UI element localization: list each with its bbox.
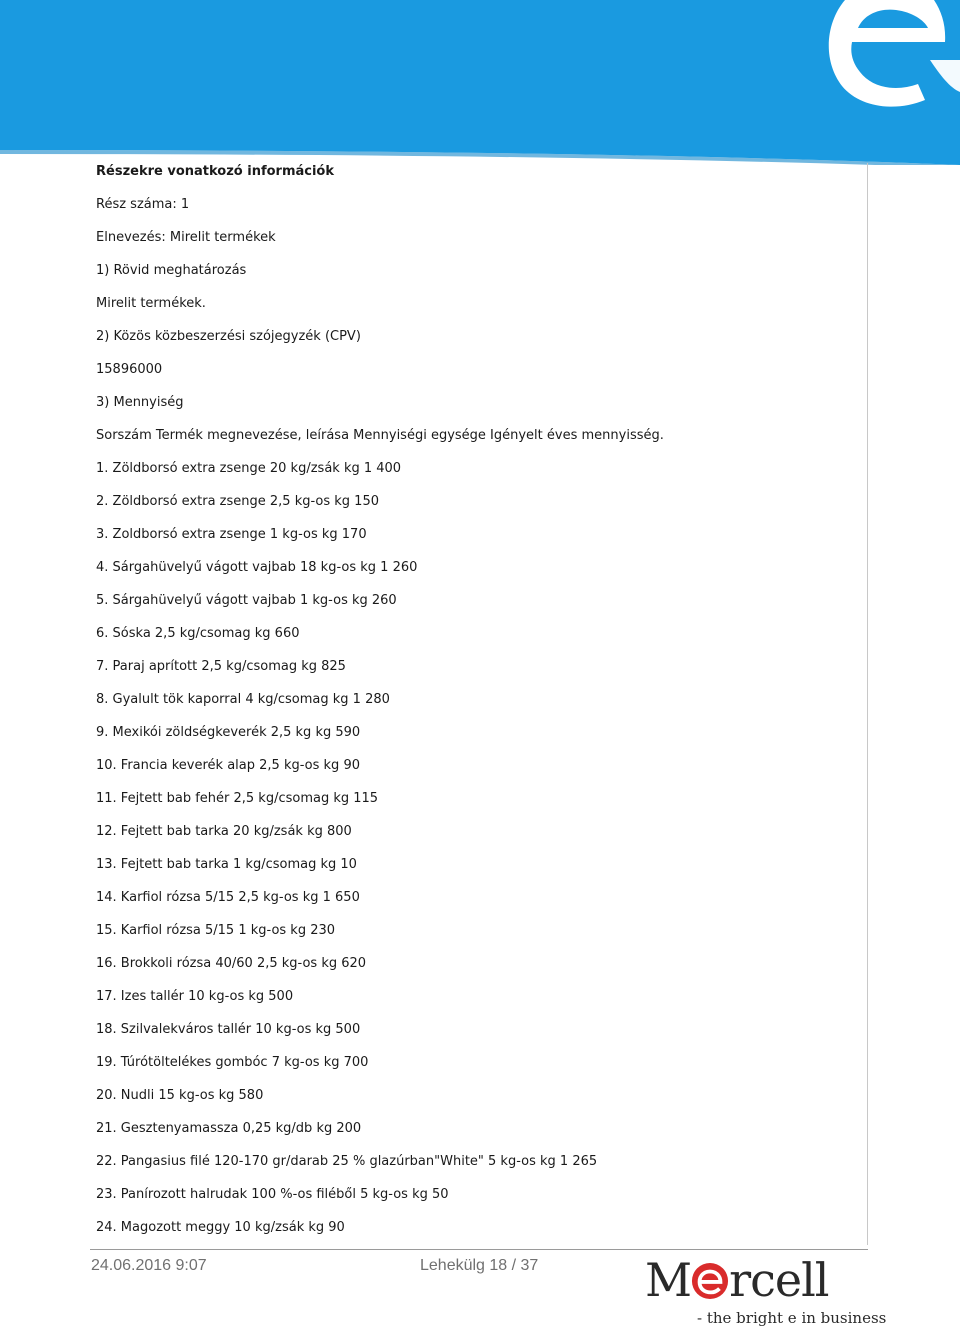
logo-wordmark bbox=[645, 1252, 829, 1308]
short-description: Mirelit termékek. bbox=[96, 296, 206, 311]
header-banner bbox=[0, 0, 960, 165]
part-name: Elnevezés: Mirelit termékek bbox=[96, 230, 276, 245]
marcell-logo bbox=[645, 1252, 887, 1329]
list-item: 6. Sóska 2,5 kg/csomag kg 660 bbox=[96, 626, 300, 641]
document-content bbox=[90, 163, 868, 1245]
list-item: 11. Fejtett bab fehér 2,5 kg/csomag kg 115 bbox=[96, 791, 379, 806]
list-item: 12. Fejtett bab tarka 20 kg/zsák kg 800 bbox=[96, 824, 352, 839]
logo-suffix: rcell bbox=[729, 1253, 829, 1307]
footer-date: 24.06.2016 9:07 bbox=[91, 1257, 207, 1274]
quantity-heading: 3) Mennyiség bbox=[96, 395, 184, 410]
logo-tagline: - the bright e in business bbox=[697, 1309, 887, 1327]
cpv-heading: 2) Közös közbeszerzési szójegyzék (CPV) bbox=[96, 329, 361, 344]
list-item: 4. Sárgahüvelyű vágott vajbab 18 kg-os kg 1 260 bbox=[96, 560, 418, 575]
logo-prefix: M bbox=[645, 1253, 692, 1307]
list-item: 14. Karfiol rózsa 5/15 2,5 kg-os kg 1 650 bbox=[96, 890, 360, 905]
list-item: 8. Gyalult tök kaporral 4 kg/csomag kg 1 280 bbox=[96, 692, 390, 707]
footer-page-number: Lehekülg 18 / 37 bbox=[420, 1257, 539, 1274]
section-title: Részekre vonatkozó információk bbox=[96, 164, 335, 179]
list-item: 15. Karfiol rózsa 5/15 1 kg-os kg 230 bbox=[96, 923, 336, 938]
list-item: 13. Fejtett bab tarka 1 kg/csomag kg 10 bbox=[96, 857, 357, 872]
list-item: 17. Izes tallér 10 kg-os kg 500 bbox=[96, 989, 294, 1004]
cpv-code: 15896000 bbox=[96, 362, 163, 377]
list-item: 24. Magozott meggy 10 kg/zsák kg 90 bbox=[96, 1220, 345, 1235]
list-item: 16. Brokkoli rózsa 40/60 2,5 kg-os kg 620 bbox=[96, 956, 367, 971]
list-item: 23. Panírozott halrudak 100 %-os filéből 5 kg-os kg 50 bbox=[96, 1187, 449, 1202]
list-item: 5. Sárgahüvelyű vágott vajbab 1 kg-os kg 260 bbox=[96, 593, 397, 608]
list-item: 20. Nudli 15 kg-os kg 580 bbox=[96, 1088, 264, 1103]
table-header: Sorszám Termék megnevezése, leírása Mennyiségi egysége Igényelt éves mennyisség. bbox=[96, 428, 664, 443]
short-description-heading: 1) Rövid meghatározás bbox=[96, 263, 247, 278]
list-item: 3. Zoldborsó extra zsenge 1 kg-os kg 170 bbox=[96, 527, 367, 542]
list-item: 18. Szilvalekváros tallér 10 kg-os kg 500 bbox=[96, 1022, 361, 1037]
list-item: 19. Túrótöltelékes gombóc 7 kg-os kg 700 bbox=[96, 1055, 369, 1070]
part-number: Rész száma: 1 bbox=[96, 197, 190, 212]
list-item: 9. Mexikói zöldségkeverék 2,5 kg kg 590 bbox=[96, 725, 361, 740]
e-logo-icon bbox=[691, 1262, 729, 1300]
list-item: 1. Zöldborsó extra zsenge 20 kg/zsák kg 1 400 bbox=[96, 461, 402, 476]
list-item: 7. Paraj aprított 2,5 kg/csomag kg 825 bbox=[96, 659, 346, 674]
list-item: 2. Zöldborsó extra zsenge 2,5 kg-os kg 150 bbox=[96, 494, 379, 509]
list-item: 10. Francia keverék alap 2,5 kg-os kg 90 bbox=[96, 758, 360, 773]
list-item: 22. Pangasius filé 120-170 gr/darab 25 % glazúrban"White" 5 kg-os kg 1 265 bbox=[96, 1154, 598, 1169]
list-item: 21. Gesztenyamassza 0,25 kg/db kg 200 bbox=[96, 1121, 362, 1136]
footer-divider bbox=[90, 1249, 868, 1250]
